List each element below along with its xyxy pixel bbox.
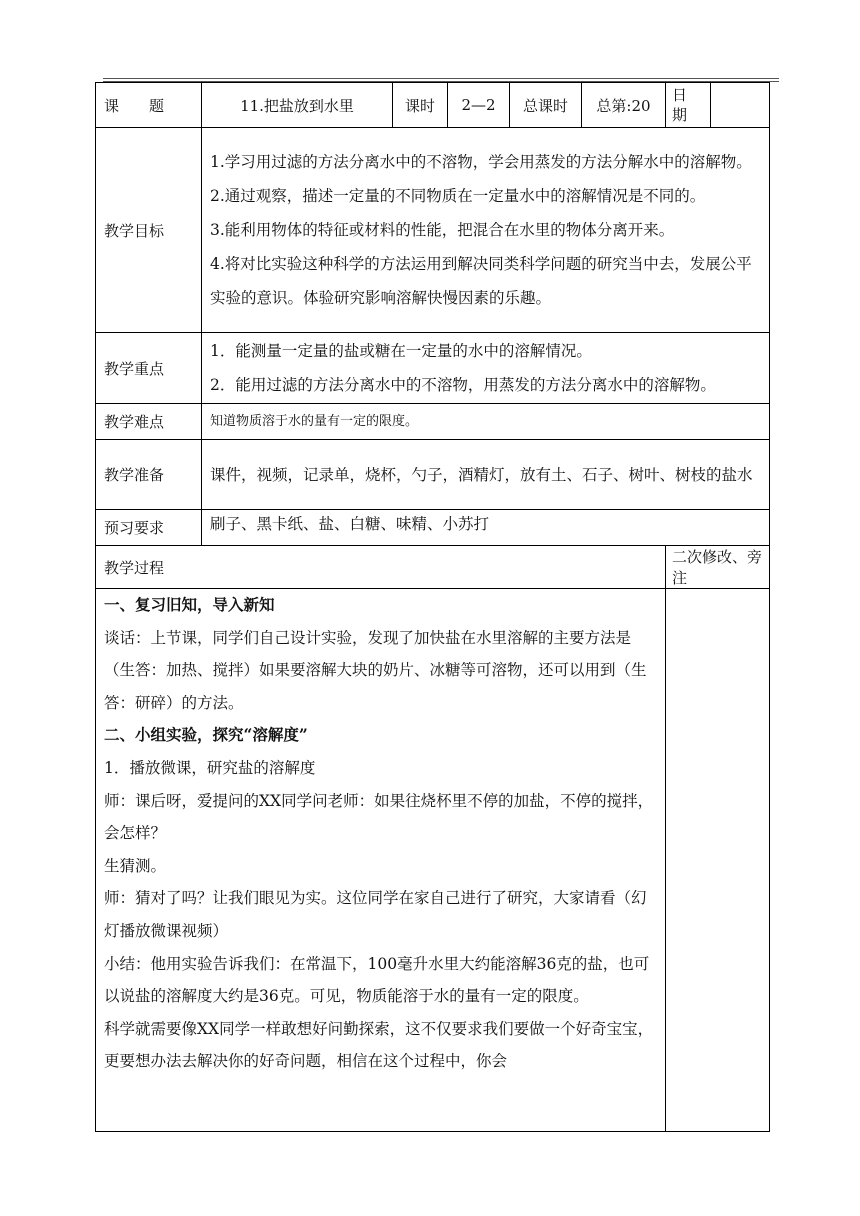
difficulty-label: 教学难点 [96, 404, 202, 440]
date-value [711, 83, 770, 128]
lesson-plan-table [95, 82, 770, 1132]
topic-value: 11.把盐放到水里 [202, 83, 393, 128]
goals-content [202, 128, 770, 333]
total-value: 总第:20 [582, 83, 666, 128]
process-paragraph: 科学就需要像XX同学一样敢想好问勤探索，这不仅要求我们要做一个好奇宝宝，更要想办法去解决你的好奇问题，相信在这个过程中，你会 [104, 1019, 654, 1071]
key-point-item: 2．能用过滤的方法分离水中的不溶物，用蒸发的方法分离水中的溶解物。 [210, 376, 716, 394]
process-paragraph: 师：课后呀，爱提问的XX同学问老师：如果往烧杯里不停的加盐，不停的搅拌，会怎样？ [104, 791, 654, 843]
preview-label: 预习要求 [96, 510, 202, 546]
process-label: 教学过程 [96, 546, 666, 589]
process-content [96, 589, 666, 1132]
process-paragraph: 谈话：上节课，同学们自己设计实验，发现了加快盐在水里溶解的主要方法是（生答：加热、搅拌）如果要溶解大块的奶片、冰糖等可溶物，还可以用到（生答：研碎）的方法。 [104, 628, 647, 712]
goal-item: 1.学习用过滤的方法分离水中的不溶物，学会用蒸发的方法分解水中的溶解物。 [210, 153, 752, 171]
section-heading: 二、小组实验，探究“溶解度” [104, 725, 308, 745]
total-label: 总课时 [510, 83, 582, 128]
goals-label: 教学目标 [96, 128, 202, 333]
section-heading: 一、复习旧知，导入新知 [104, 595, 275, 614]
date-label-line-1: 日 [672, 86, 688, 104]
period-value: 2—2 [448, 83, 510, 128]
key-points-label: 教学重点 [96, 333, 202, 404]
notes-column [666, 589, 770, 1132]
date-label [666, 83, 711, 128]
preview-content: 刷子、黑卡纸、盐、白糖、味精、小苏打 [202, 510, 770, 546]
key-points-content [202, 333, 770, 404]
process-paragraph: 生猜测。 [104, 856, 167, 875]
preparation-content: 课件，视频，记录单，烧杯，勺子，酒精灯，放有土、石子、树叶、树枝的盐水 [202, 440, 770, 510]
goal-item: 4.将对比实验这种科学的方法运用到解决同类科学问题的研究当中去，发展公平实验的意识。体验研究影响溶解快慢因素的乐趣。 [210, 255, 752, 307]
goal-item: 2.通过观察，描述一定量的不同物质在一定量水中的溶解情况是不同的。 [210, 187, 706, 205]
difficulty-content: 知道物质溶于水的量有一定的限度。 [202, 404, 770, 440]
date-label-line-2: 期 [672, 106, 688, 124]
topic-label: 课 题 [96, 83, 202, 128]
key-point-item: 1．能测量一定量的盐或糖在一定量的水中的溶解情况。 [210, 342, 592, 360]
process-paragraph: 小结：他用实验告诉我们：在常温下，100毫升水里大约能溶解36克的盐，也可以说盐的溶解度大约是36克。可见，物质能溶于水的量有一定的限度。 [104, 954, 650, 1006]
process-paragraph: 师：猜对了吗？让我们眼见为实。这位同学在家自己进行了研究，大家请看（幻灯播放微课视频） [104, 889, 647, 940]
goal-item: 3.能利用物体的特征或材料的性能，把混合在水里的物体分离开来。 [210, 221, 675, 239]
period-label: 课时 [393, 83, 448, 128]
preparation-label: 教学准备 [96, 440, 202, 510]
header-rule [103, 78, 779, 79]
process-paragraph: 1．播放微课，研究盐的溶解度 [104, 758, 316, 777]
notes-label: 二次修改、旁注 [666, 546, 770, 589]
